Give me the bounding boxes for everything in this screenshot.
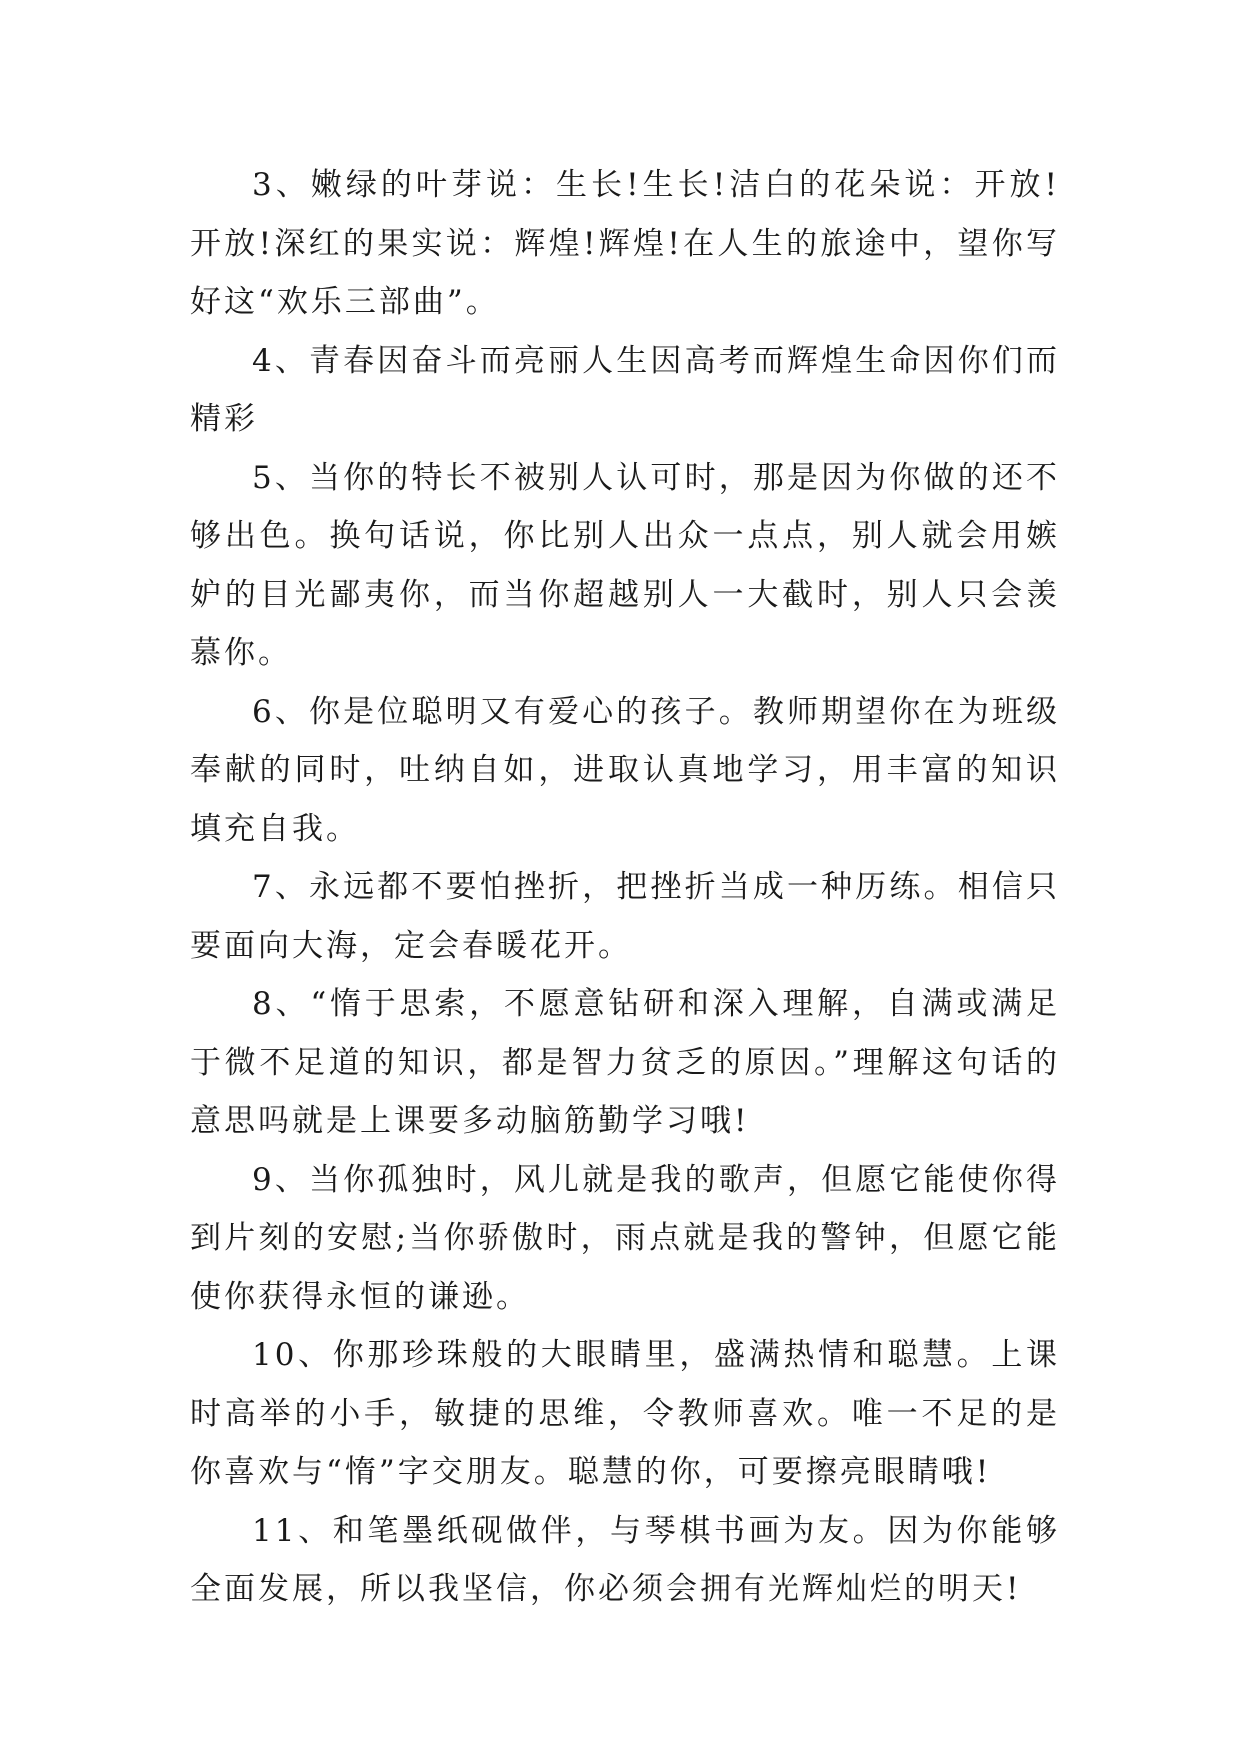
paragraph-4: 4、青春因奋斗而亮丽人生因高考而辉煌生命因你们而精彩 (190, 342, 1060, 437)
paragraph-8: 8、“惰于思索，不愿意钻研和深入理解，自满或满足于微不足道的知识，都是智力贫乏的原因。”理解这句话的意思吗就是上课要多动脑筋勤学习哦! (190, 986, 1060, 1139)
document-body (190, 156, 1060, 1619)
paragraph-6: 6、你是位聪明又有爱心的孩子。教师期望你在为班级奉献的同时，吐纳自如，进取认真地学习，用丰富的知识填充自我。 (190, 693, 1060, 847)
paragraph-3: 3、嫩绿的叶芽说：生长!生长!洁白的花朵说：开放!开放!深红的果实说：辉煌!辉煌!在人生的旅途中，望你写好这“欢乐三部曲”。 (190, 167, 1060, 320)
paragraph-11: 11、和笔墨纸砚做伴，与琴棋书画为友。因为你能够全面发展，所以我坚信，你必须会拥有光辉灿烂的明天! (190, 1512, 1060, 1607)
paragraph-5: 5、当你的特长不被别人认可时，那是因为你做的还不够出色。换句话说，你比别人出众一点点，别人就会用嫉妒的目光鄙夷你，而当你超越别人一大截时，别人只会羡慕你。 (190, 459, 1060, 671)
paragraph-10: 10、你那珍珠般的大眼睛里，盛满热情和聪慧。上课时高举的小手，敏捷的思维，令教师喜欢。唯一不足的是你喜欢与“惰”字交朋友。聪慧的你，可要擦亮眼睛哦! (190, 1337, 1060, 1490)
paragraph-7: 7、永远都不要怕挫折，把挫折当成一种历练。相信只要面向大海，定会春暖花开。 (190, 869, 1060, 964)
paragraph-9: 9、当你孤独时，风儿就是我的歌声，但愿它能使你得到片刻的安慰;当你骄傲时，雨点就是我的警钟，但愿它能使你获得永恒的谦逊。 (190, 1161, 1060, 1315)
